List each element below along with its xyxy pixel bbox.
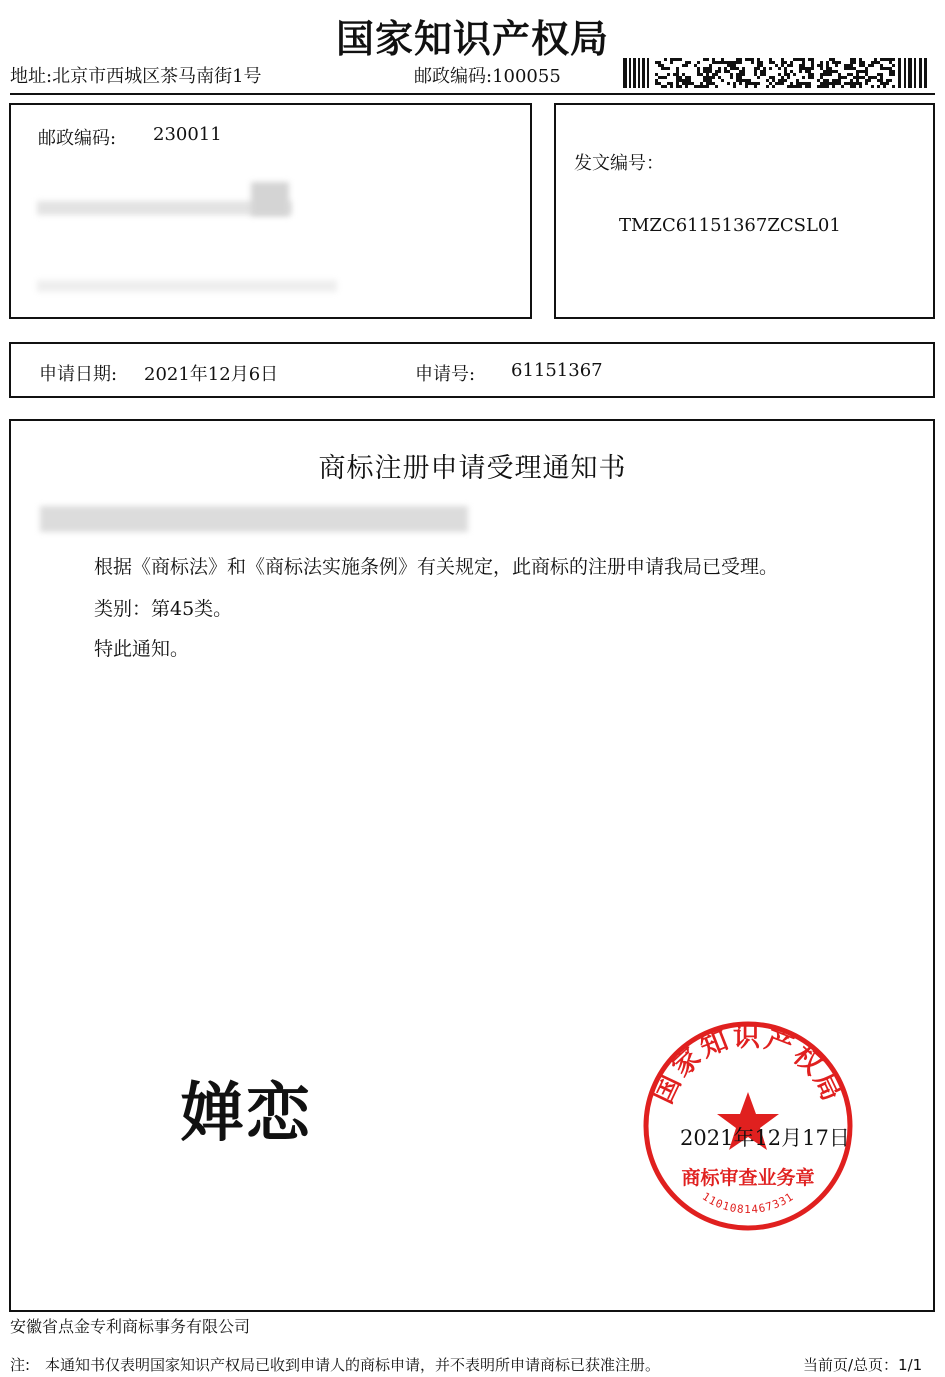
header-title: 国家知识产权局: [335, 16, 609, 61]
recipient-postcode-label: 邮政编码:: [38, 128, 117, 149]
notice-paragraph-closing: 特此通知。: [94, 638, 190, 660]
application-date-value: 2021年12月6日: [144, 364, 279, 385]
agency-name: 安徽省点金专利商标事务有限公司: [10, 1317, 251, 1336]
redacted-applicant-name: [40, 506, 468, 532]
redacted-recipient-name: [37, 280, 337, 292]
document-number-box: [554, 103, 935, 319]
footer-note: 注: 本通知书仅表明国家知识产权局已收到申请人的商标申请，并不表明所申请商标已获准注册。: [10, 1356, 661, 1374]
application-info-box: [9, 342, 935, 398]
application-number-label: 申请号:: [415, 364, 476, 385]
qr-barcode-icon: [623, 56, 928, 90]
document-number-label: 发文编号：: [574, 153, 664, 174]
office-address: 地址:北京市西城区茶马南街1号: [10, 66, 262, 87]
notice-title: 商标注册申请受理通知书: [318, 453, 627, 484]
svg-text:1101081467331: [700, 1190, 796, 1216]
seal-inner-text: 商标审查业务章: [681, 1167, 815, 1189]
office-postcode: 邮政编码:100055: [414, 66, 561, 87]
recipient-postcode-value: 230011: [153, 124, 222, 145]
page-info: 当前页/总页：1/1: [803, 1356, 923, 1374]
redacted-block: [251, 182, 289, 216]
document-number-value: TMZC61151367ZCSL01: [619, 215, 841, 236]
seal-serial: 1101081467331: [699, 1189, 797, 1217]
notice-paragraph-legal-basis: 根据《商标法》和《商标法实施条例》有关规定，此商标的注册申请我局已受理。: [94, 556, 779, 578]
trademark-name: 婵恋: [180, 1077, 312, 1151]
application-date-label: 申请日期:: [39, 364, 118, 385]
notice-paragraph-class: 类别：第45类。: [94, 598, 233, 620]
seal-outer-text: 国家知识产权局: [647, 1022, 849, 1109]
stamp-date: 2021年12月17日: [680, 1126, 850, 1150]
recipient-box: [9, 103, 532, 319]
header-divider: [10, 93, 935, 95]
application-number-value: 61151367: [511, 360, 603, 381]
